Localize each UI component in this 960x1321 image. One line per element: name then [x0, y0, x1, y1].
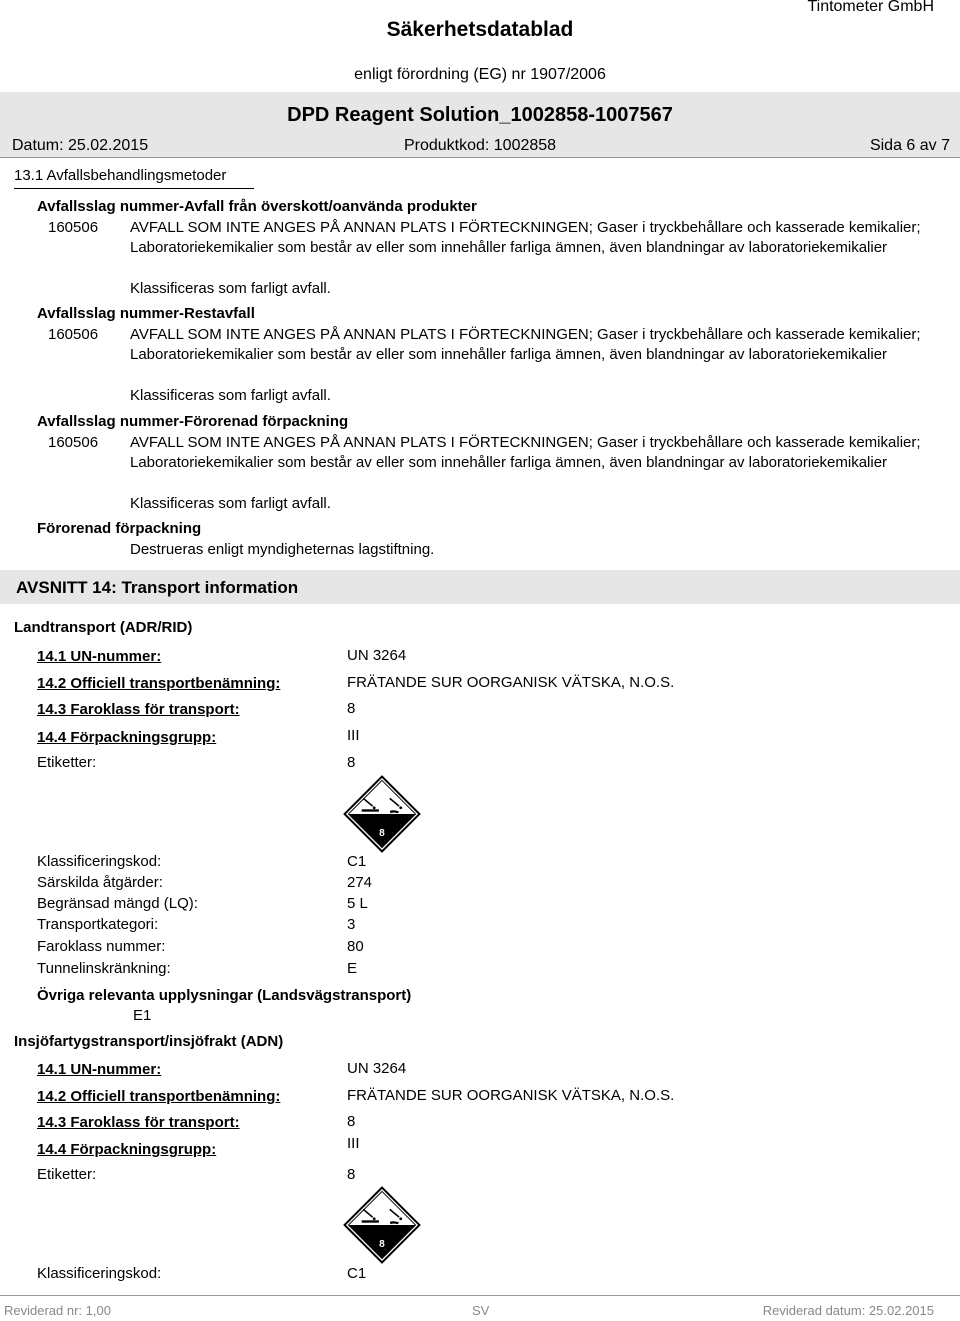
special-provisions-label: Särskilda åtgärder:	[37, 874, 163, 891]
corrosive-pictogram-icon	[343, 1186, 421, 1264]
subsection-underline	[14, 188, 254, 189]
page-number: Sida 6 av 7	[869, 137, 950, 154]
waste-code: 160506	[48, 326, 99, 343]
special-provisions-value: 274	[347, 874, 373, 891]
waste-note: Klassificeras som farligt avfall.	[130, 280, 331, 297]
tunnel-restriction-label: Tunnelinskränkning:	[37, 960, 171, 977]
revision-date: Reviderad datum: 25.02.2015	[762, 1303, 934, 1318]
un-number-value: UN 3264	[347, 1060, 407, 1077]
waste-note: Klassificeras som farligt avfall.	[130, 495, 331, 512]
classification-code-value: C1	[347, 853, 367, 870]
un-number-value: UN 3264	[347, 647, 407, 664]
regulation-text: enligt förordning (EG) nr 1907/2006	[354, 66, 606, 83]
transport-category-label: Transportkategori:	[37, 916, 159, 933]
product-code: Produktkod: 1002858	[403, 137, 557, 154]
pictogram-number: 8	[379, 1238, 385, 1250]
labels-value: 8	[347, 754, 356, 771]
tunnel-restriction-value: E	[347, 960, 358, 977]
subsection-title: 13.1 Avfallsbehandlingsmetoder	[14, 167, 227, 184]
contaminated-packaging-heading: Förorenad förpackning	[37, 520, 202, 537]
waste-code: 160506	[48, 219, 99, 236]
hazard-number-value: 80	[347, 938, 364, 955]
labels-value: 8	[347, 1166, 356, 1183]
classification-code-label: Klassificeringskod:	[37, 1265, 162, 1282]
language-code: SV	[472, 1303, 490, 1318]
waste-heading: Avfallsslag nummer-Avfall från överskott/oanvända produkter	[37, 198, 477, 215]
transport-category-value: 3	[347, 916, 356, 933]
hazard-class-label: 14.3 Faroklass för transport:	[37, 701, 240, 718]
company-name: Tintometer GmbH	[807, 0, 934, 15]
waste-note: Klassificeras som farligt avfall.	[130, 387, 331, 404]
hazard-class-label: 14.3 Faroklass för transport:	[37, 1114, 240, 1131]
classification-code-value: C1	[347, 1265, 367, 1282]
labels-label: Etiketter:	[37, 1166, 97, 1183]
waste-heading: Avfallsslag nummer-Restavfall	[37, 305, 255, 322]
packing-group-label: 14.4 Förpackningsgrupp:	[37, 1141, 217, 1158]
land-transport-heading: Landtransport (ADR/RID)	[14, 619, 193, 636]
hazard-class-value: 8	[347, 700, 356, 717]
shipping-name-value: FRÄTANDE SUR OORGANISK VÄTSKA, N.O.S.	[347, 674, 675, 691]
hazard-number-label: Faroklass nummer:	[37, 938, 166, 955]
packing-group-value: III	[347, 727, 360, 744]
waste-description: AVFALL SOM INTE ANGES PÅ ANNAN PLATS I FÖRTECKNINGEN; Gaser i tryckbehållare och kasserade kemikalier; Laboratoriekemikalier som består av eller som innehåller farliga ämnen, även blandningar av laboratoriekemikalier	[130, 326, 921, 363]
other-info-heading: Övriga relevanta upplysningar (Landsvägstransport)	[37, 987, 412, 1004]
labels-label: Etiketter:	[37, 754, 97, 771]
hazard-class-value: 8	[347, 1113, 356, 1130]
waste-heading: Avfallsslag nummer-Förorenad förpackning	[37, 413, 349, 430]
un-number-label: 14.1 UN-nummer:	[37, 648, 162, 665]
limited-quantity-value: 5 L	[347, 895, 368, 912]
section-title: AVSNITT 14: Transport information	[16, 578, 299, 597]
footer-divider	[0, 1295, 960, 1296]
contaminated-packaging-text: Destrueras enligt myndigheternas lagstiftning.	[130, 541, 435, 558]
waste-description: AVFALL SOM INTE ANGES PÅ ANNAN PLATS I FÖRTECKNINGEN; Gaser i tryckbehållare och kasserade kemikalier; Laboratoriekemikalier som består av eller som innehåller farliga ämnen, även blandningar av laboratoriekemikalier	[130, 219, 921, 256]
classification-code-label: Klassificeringskod:	[37, 853, 162, 870]
shipping-name-value: FRÄTANDE SUR OORGANISK VÄTSKA, N.O.S.	[347, 1087, 675, 1104]
document-title: Säkerhetsdatablad	[386, 18, 574, 41]
limited-quantity-label: Begränsad mängd (LQ):	[37, 895, 198, 912]
waste-code: 160506	[48, 434, 99, 451]
un-number-label: 14.1 UN-nummer:	[37, 1061, 162, 1078]
shipping-name-label: 14.2 Officiell transportbenämning:	[37, 675, 281, 692]
inland-transport-heading: Insjöfartygstransport/insjöfrakt (ADN)	[14, 1033, 284, 1050]
document-date: Datum: 25.02.2015	[12, 137, 149, 154]
pictogram-number: 8	[379, 827, 385, 839]
other-info-value: E1	[133, 1007, 152, 1024]
waste-description: AVFALL SOM INTE ANGES PÅ ANNAN PLATS I FÖRTECKNINGEN; Gaser i tryckbehållare och kasserade kemikalier; Laboratoriekemikalier som består av eller som innehåller farliga ämnen, även blandningar av laboratoriekemikalier	[130, 434, 921, 471]
packing-group-value: III	[347, 1135, 360, 1152]
corrosive-pictogram-icon	[343, 775, 421, 853]
shipping-name-label: 14.2 Officiell transportbenämning:	[37, 1088, 281, 1105]
header-divider	[0, 157, 960, 158]
revision-number: Reviderad nr: 1,00	[4, 1303, 111, 1318]
packing-group-label: 14.4 Förpackningsgrupp:	[37, 729, 217, 746]
product-name: DPD Reagent Solution_1002858-1007567	[287, 104, 673, 126]
